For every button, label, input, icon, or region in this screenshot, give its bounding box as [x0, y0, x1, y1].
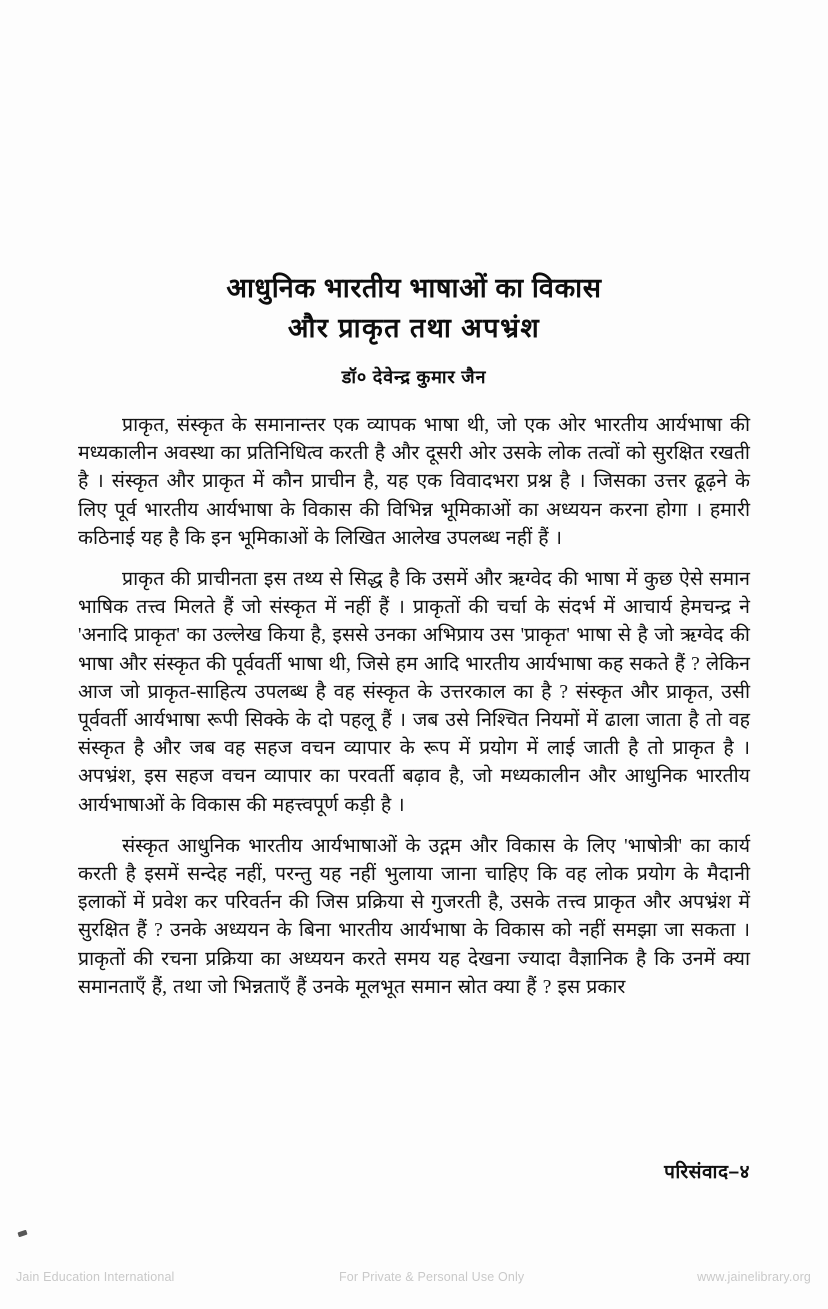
scan-artifact-speck: [17, 1230, 27, 1238]
footer-usage-notice: For Private & Personal Use Only: [339, 1270, 525, 1284]
paragraph: संस्कृत आधुनिक भारतीय आर्यभाषाओं के उद्गम और विकास के लिए 'भाषोत्री' का कार्य करती है इसमें सन्देह नहीं, परन्तु यह नहीं भुलाया जाना चाहिए कि वह लोक प्रयोग के मैदानी इलाकों में प्रवेश कर परिवर्तन की जिस प्रक्रिया से गुजरती है, उसके तत्त्व प्राकृत और अपभ्रंश में सुरक्षित हैं ? उनके अध्ययन के बिना भारतीय आर्यभाषा के विकास को नहीं समझा जा सकता । प्राकृतों की रचना प्रक्रिया का अध्ययन करते समय यह देखना ज्यादा वैज्ञानिक है कि उनमें क्या समानताएँ हैं, तथा जो भिन्नताएँ हैं उनके मूलभूत समान स्रोत क्या हैं ? इस प्रकार: [78, 835, 750, 998]
scan-watermark-footer: [0, 1253, 828, 1309]
page-title-line-1: आधुनिक भारतीय भाषाओं का विकास: [226, 273, 602, 303]
paragraph: प्राकृत, संस्कृत के समानान्तर एक व्यापक भाषा थी, जो एक ओर भारतीय आर्यभाषा की मध्यकालीन अवस्था का प्रतिनिधित्व करती है और दूसरी ओर उसके लोक तत्वों को सुरक्षित रखती है । संस्कृत और प्राकृत में कौन प्राचीन है, यह एक विवादभरा प्रश्न है । जिसका उत्तर ढूढ़ने के लिए पूर्व भारतीय आर्यभाषा के विकास की विभिन्न भूमिकाओं का अध्ययन करना होगा । हमारी कठिनाई यह है कि इन भूमिकाओं के लिखित आलेख उपलब्ध नहीं हैं ।: [78, 415, 750, 549]
title-block: [78, 268, 750, 391]
page-content-area: [78, 0, 750, 1215]
body-text: [78, 412, 750, 1002]
author-byline: डॉ० देवेन्द्र कुमार जैन: [341, 367, 487, 387]
page-mark: परिसंवाद–४: [664, 1162, 750, 1183]
paragraph: प्राकृत की प्राचीनता इस तथ्य से सिद्ध है कि उसमें और ऋग्वेद की भाषा में कुछ ऐसे समान भाषिक तत्त्व मिलते हैं जो संस्कृत में नहीं हैं । प्राकृतों की चर्चा के संदर्भ में आचार्य हेमचन्द्र ने 'अनादि प्राकृत' का उल्लेख किया है, इससे उनका अभिप्राय उस 'प्राकृत' भाषा से है जो ऋग्वेद की भाषा और संस्कृत की पूर्ववर्ती भाषा थी, जिसे हम आदि भारतीय आर्यभाषा कह सकते हैं ? लेकिन आज जो प्राकृत-साहित्य उपलब्ध है वह संस्कृत के उत्तरकाल का है ? संस्कृत और प्राकृत, उसी पूर्ववर्ती आर्यभाषा रूपी सिक्के के दो पहलू हैं । जब उसे निश्चित नियमों में ढाला जाता है तो वह संस्कृत है और जब वह सहज वचन व्यापार के रूप में प्रयोग में लाई जाती है तो प्राकृत है । अपभ्रंश, इस सहज वचन व्यापार का परवर्ती बढ़ाव है, जो मध्यकालीन और आधुनिक भारतीय आर्यभाषाओं के विकास की महत्त्वपूर्ण कड़ी है ।: [78, 569, 750, 816]
page-title-line-2: और प्राकृत तथा अपभ्रंश: [287, 313, 541, 343]
footer-website-link[interactable]: www.jainelibrary.org: [697, 1270, 811, 1284]
footer-organization-label: Jain Education International: [16, 1270, 175, 1284]
